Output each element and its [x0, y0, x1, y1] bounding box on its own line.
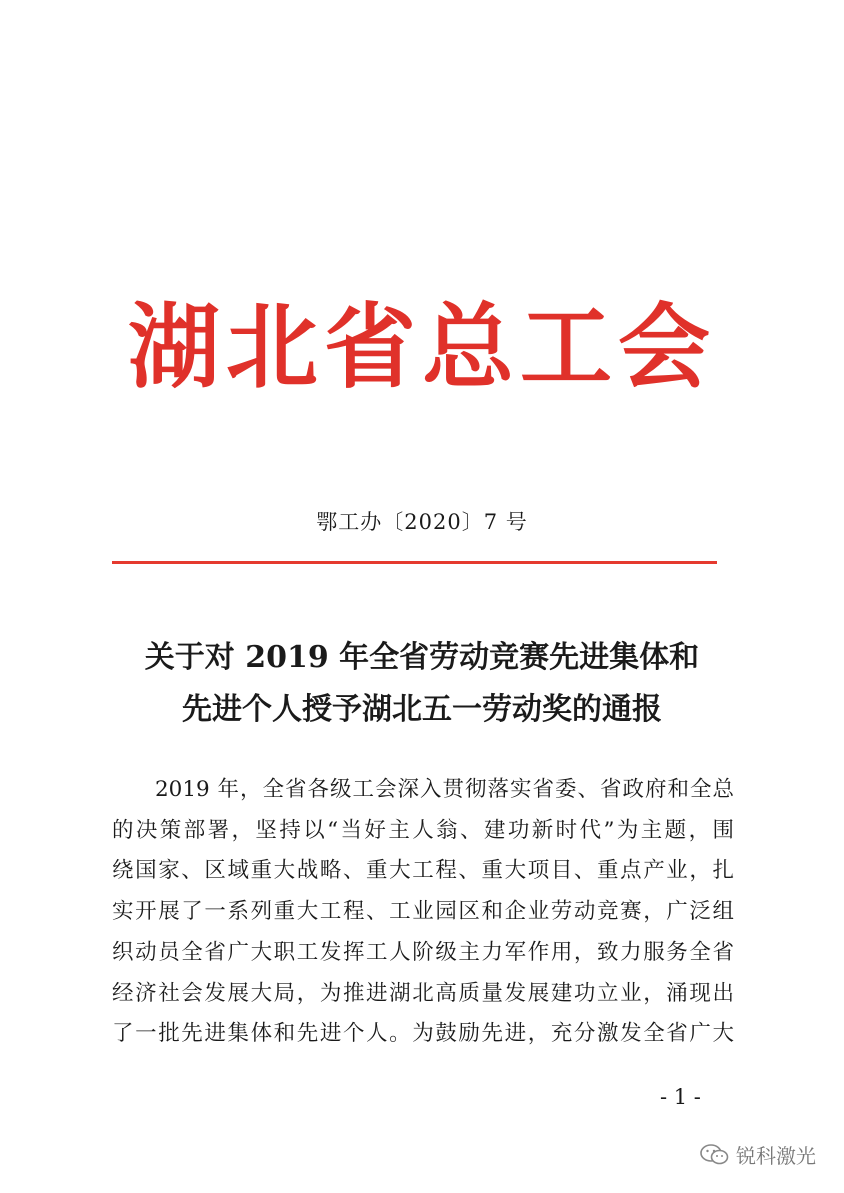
body-line: 经济社会发展大局，为推进湖北高质量发展建功立业，涌现出	[112, 980, 734, 1006]
issuer-title: 湖北省总工会	[127, 293, 716, 401]
body-line: 了一批先进集体和先进个人。为鼓励先进，充分激发全省广大	[112, 1021, 734, 1047]
page-number: - 1 -	[660, 1085, 701, 1109]
document-headline	[0, 632, 844, 736]
headline-line: 关于对 2019 年全省劳动竞赛先进集体和	[144, 640, 700, 675]
body-line: 的决策部署，坚持以“当好主人翁、建功新时代”为主题，围	[112, 817, 734, 843]
body-line: 实开展了一系列重大工程、工业园区和企业劳动竞赛，广泛组	[112, 899, 734, 925]
body-paragraph	[112, 770, 734, 1055]
headline-line: 先进个人授予湖北五一劳动奖的通报	[182, 692, 662, 727]
wechat-watermark	[700, 1140, 816, 1169]
body-line: 2019 年，全省各级工会深入贯彻落实省委、省政府和全总	[155, 777, 734, 802]
watermark-label: 锐科激光	[736, 1144, 816, 1168]
red-divider-rule	[112, 561, 717, 564]
wechat-icon	[700, 1143, 730, 1167]
body-line: 绕国家、区域重大战略、重大工程、重大项目、重点产业，扎	[112, 858, 734, 884]
document-number: 鄂工办〔2020〕7 号	[316, 510, 528, 534]
body-line: 织动员全省广大职工发挥工人阶级主力军作用，致力服务全省	[112, 939, 734, 965]
